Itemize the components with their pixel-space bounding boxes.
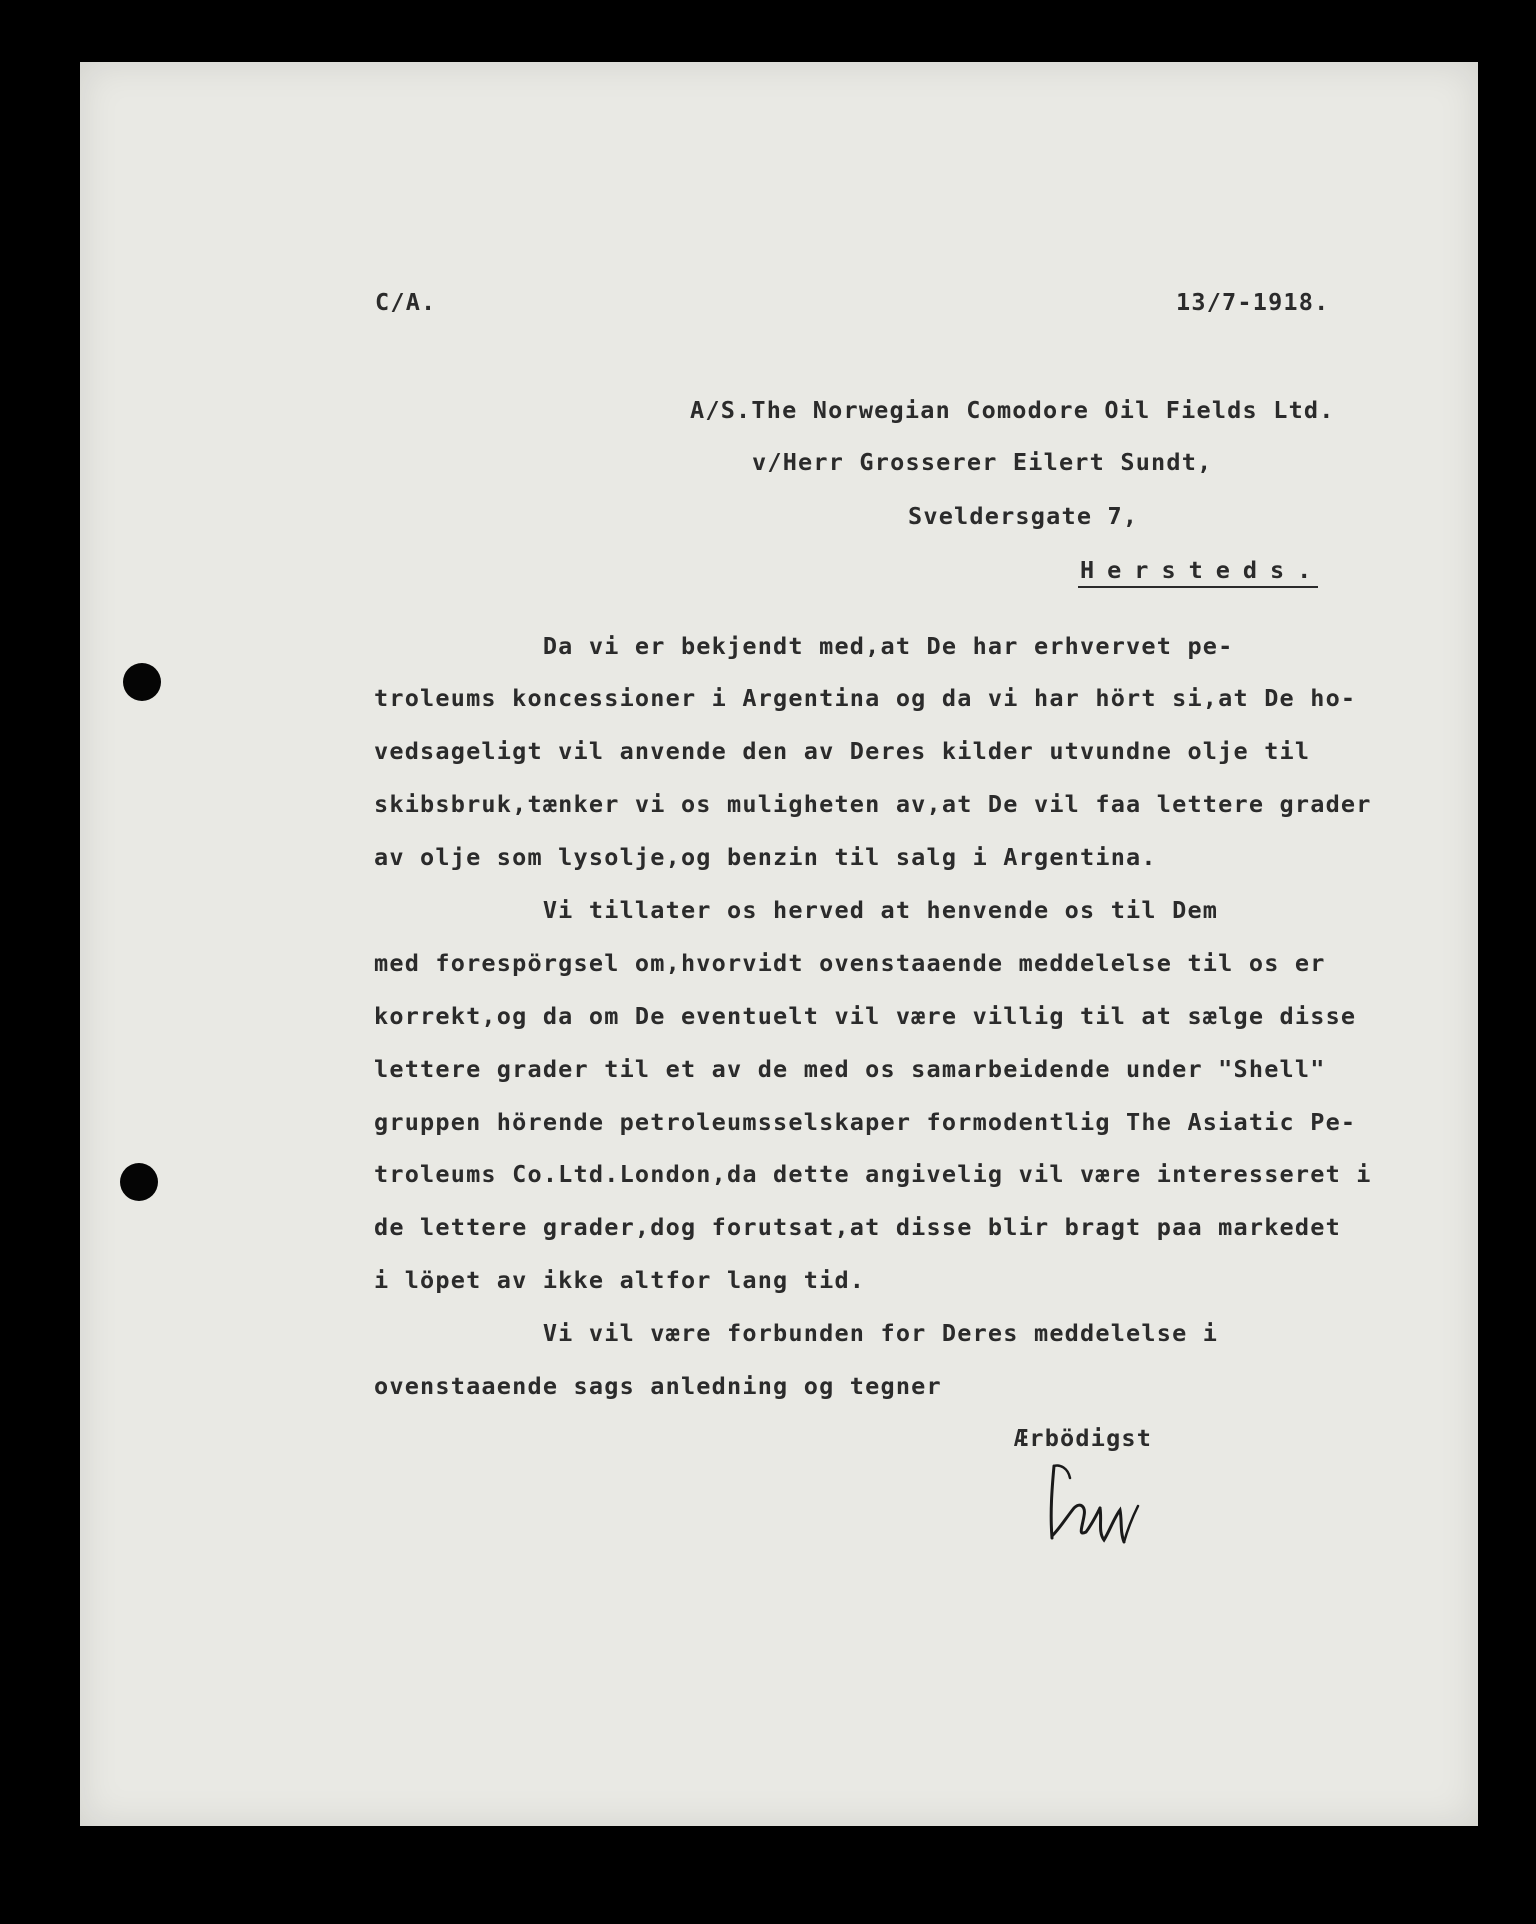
body-line: Vi tillater os herved at henvende os til Dem [374, 896, 1219, 924]
letter-date: 13/7-1918. [1176, 288, 1330, 316]
body-line: troleums Co.Ltd.London,da dette angivelig vil være interesseret i [374, 1160, 1372, 1188]
body-line: av olje som lysolje,og benzin til salg i Argentina. [374, 843, 1157, 871]
body-line: med forespörgsel om,hvorvidt ovenstaaende meddelelse til os er [374, 949, 1326, 977]
closing-salutation: Ærbödigst [1014, 1424, 1153, 1452]
recipient-street: Sveldersgate 7, [908, 502, 1139, 530]
punch-hole [123, 663, 161, 701]
body-line: vedsageligt vil anvende den av Deres kilder utvundne olje til [374, 737, 1311, 765]
body-line: Da vi er bekjendt med,at De har erhvervet pe- [374, 632, 1234, 660]
body-line: i löpet av ikke altfor lang tid. [374, 1266, 866, 1294]
body-line: lettere grader til et av de med os samarbeidende under "Shell" [374, 1055, 1326, 1083]
body-line: troleums koncessioner i Argentina og da vi har hört si,at De ho- [374, 684, 1357, 712]
body-line: gruppen hörende petroleumsselskaper formodentlig The Asiatic Pe- [374, 1108, 1357, 1136]
punch-hole [120, 1163, 158, 1201]
reference-code: C/A. [375, 288, 437, 316]
body-line: Vi vil være forbunden for Deres meddelelse i [374, 1319, 1219, 1347]
recipient-city: Hersteds. [1080, 556, 1325, 584]
body-line: ovenstaaende sags anledning og tegner [374, 1372, 942, 1400]
recipient-attention: v/Herr Grosserer Eilert Sundt, [752, 448, 1213, 476]
body-line: skibsbruk,tænker vi os muligheten av,at De vil faa lettere grader [374, 790, 1372, 818]
body-line: korrekt,og da om De eventuelt vil være villig til at sælge disse [374, 1002, 1357, 1030]
body-line: de lettere grader,dog forutsat,at disse blir bragt paa markedet [374, 1213, 1341, 1241]
recipient-company: A/S.The Norwegian Comodore Oil Fields Ltd. [690, 396, 1335, 424]
city-underline [1078, 586, 1318, 588]
letter-page [80, 62, 1478, 1826]
handwritten-signature [1040, 1458, 1150, 1546]
